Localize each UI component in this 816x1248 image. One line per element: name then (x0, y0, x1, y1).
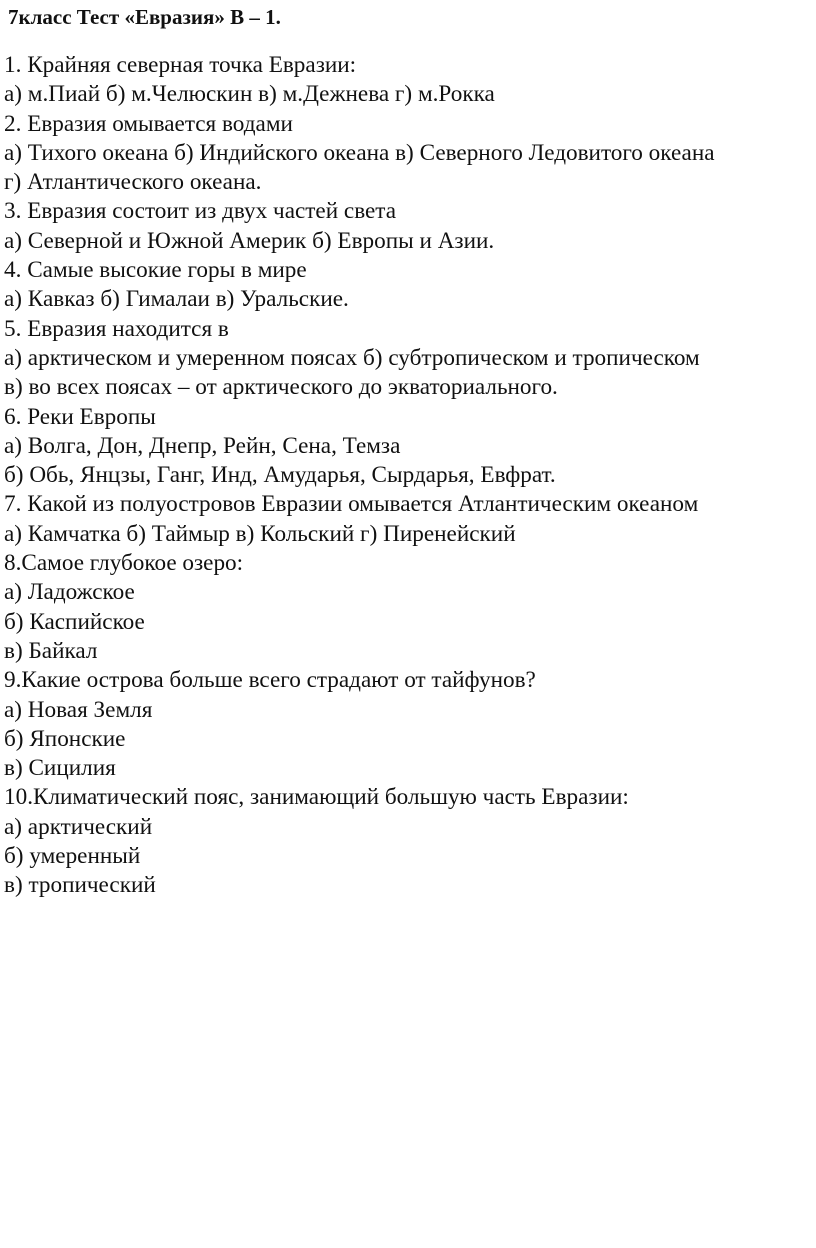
text-line: а) Волга, Дон, Днепр, Рейн, Сена, Темза (4, 432, 401, 459)
text-line: 8.Самое глубокое озеро: (4, 550, 244, 577)
text-line: в) Байкал (4, 637, 98, 664)
text-line: 1. Крайняя северная точка Евразии: (4, 52, 357, 78)
text-line: в) во всех поясах – от арктического до экваториального. (4, 374, 558, 401)
text-line: 5. Евразия находится в (4, 315, 229, 342)
text-line: в) тропический (4, 872, 156, 899)
text-line: а) Новая Земля (4, 696, 153, 723)
text-line: а) м.Пиай б) м.Челюскин в) м.Дежнева г) м.Рокка (4, 81, 495, 108)
text-line: 3. Евразия состоит из двух частей света (4, 198, 397, 225)
text-line: 4. Самые высокие горы в мире (4, 257, 307, 284)
text-line: 2. Евразия омывается водами (4, 110, 293, 137)
text-line: а) Тихого океана б) Индийского океана в) Северного Ледовитого океана (4, 139, 715, 166)
text-line: а) Ладожское (4, 579, 135, 606)
document-title: 7класс Тест «Евразия» В – 1. (8, 5, 281, 29)
text-line: 6. Реки Европы (4, 403, 156, 430)
text-line: 10.Климатический пояс, занимающий большую часть Евразии: (4, 784, 629, 811)
text-line: а) Северной и Южной Америк б) Европы и Азии. (4, 227, 495, 254)
text-line: а) Кавказ б) Гималаи в) Уральские. (4, 286, 349, 313)
text-line: 7. Какой из полуостровов Евразии омывается Атлантическим океаном (4, 491, 699, 518)
text-line: г) Атлантического океана. (4, 169, 262, 196)
text-line: а) арктическом и умеренном поясах б) субтропическом и тропическом (4, 344, 700, 371)
text-line: а) Камчатка б) Таймыр в) Кольский г) Пиренейский (4, 520, 516, 547)
text-line: б) Каспийское (4, 608, 145, 635)
text-line: б) Обь, Янцзы, Ганг, Инд, Амударья, Сырдарья, Евфрат. (4, 462, 556, 489)
document-body (4, 51, 812, 901)
text-line: б) умеренный (4, 843, 141, 870)
text-line: 9.Какие острова больше всего страдают от тайфунов? (4, 667, 536, 694)
text-line: в) Сицилия (4, 755, 116, 782)
text-line: б) Японские (4, 725, 126, 752)
text-line: а) арктический (4, 813, 153, 840)
